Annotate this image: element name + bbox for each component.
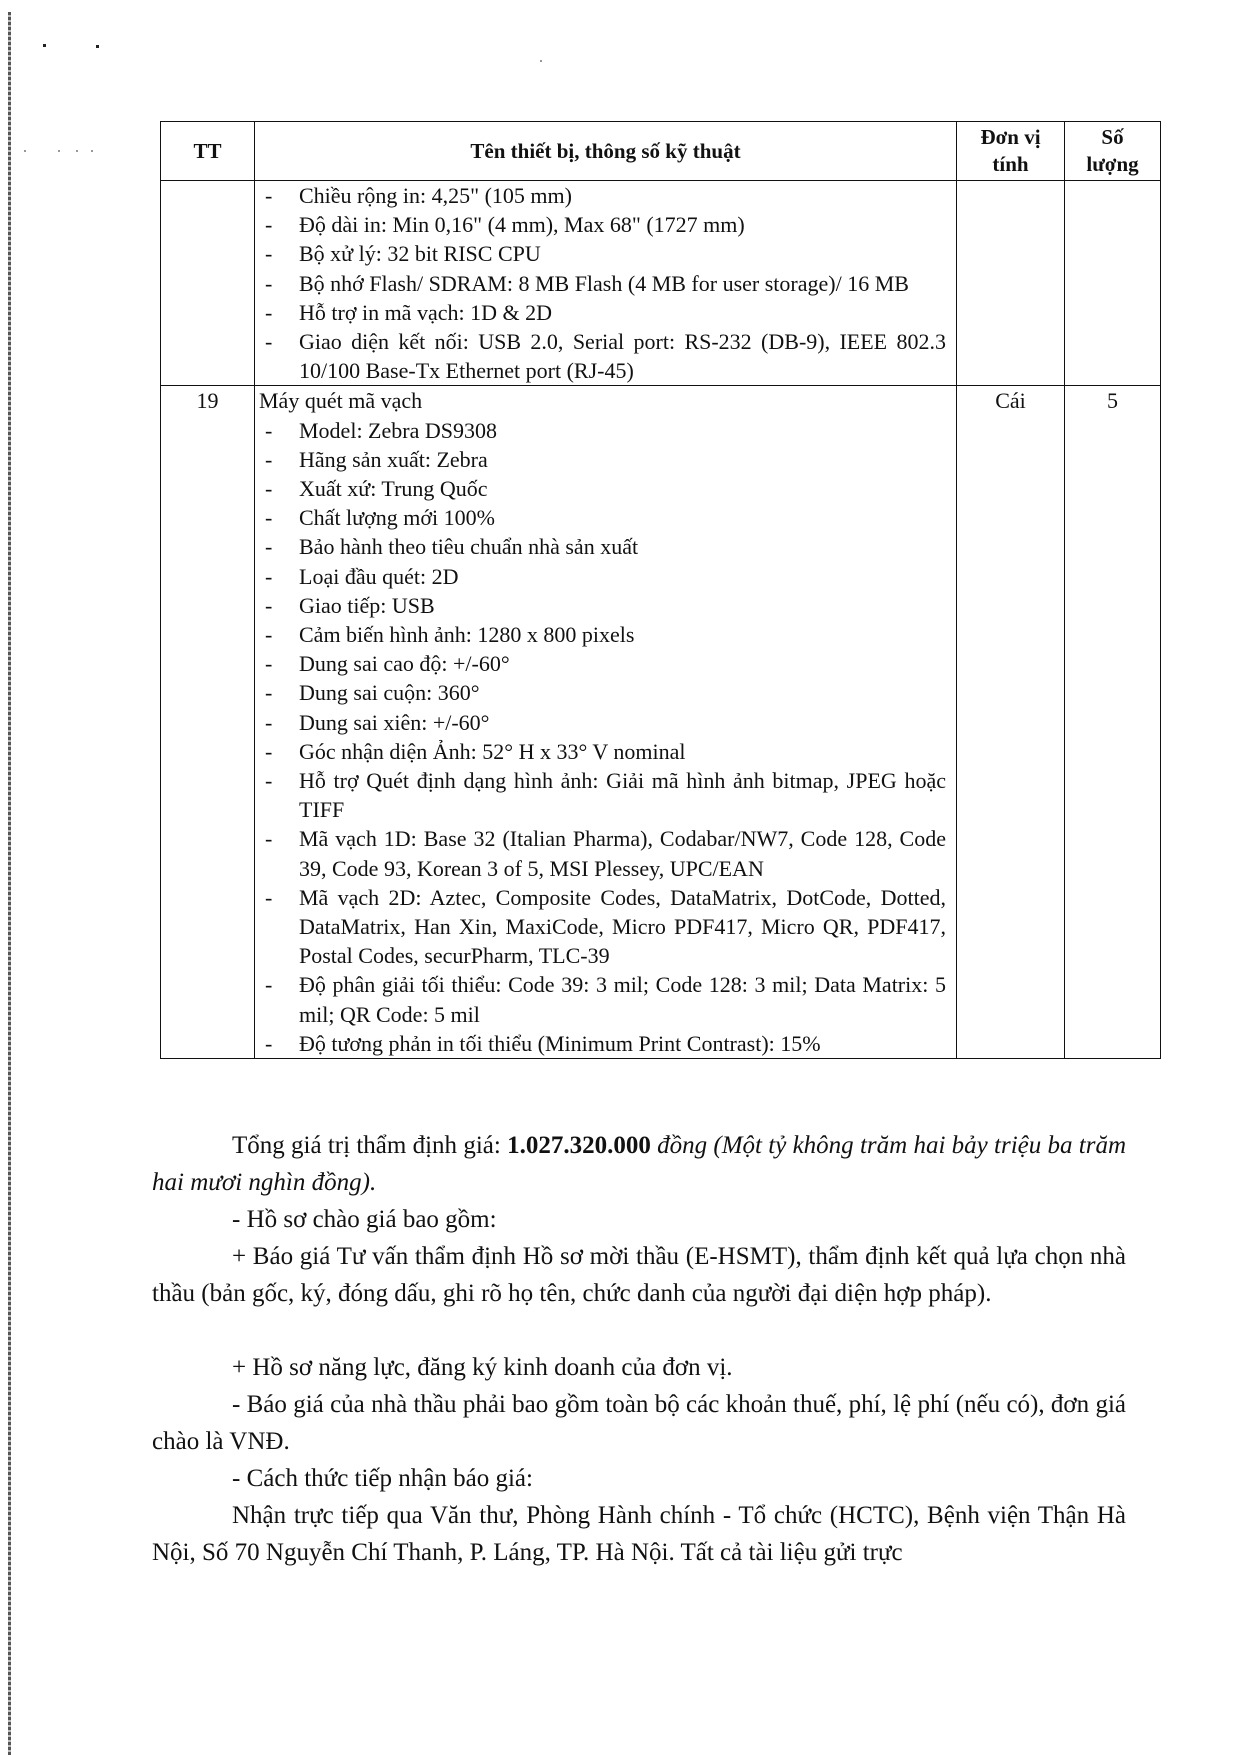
spec-text: Model: Zebra DS9308: [299, 417, 497, 443]
tax-note: - Báo giá của nhà thầu phải bao gồm toàn bộ các khoản thuế, phí, lệ phí (nếu có), đơn giá chào là VNĐ.: [152, 1391, 1126, 1455]
bullet-dash: -: [265, 270, 273, 296]
scan-speck: [91, 150, 93, 152]
spec-item: [255, 766, 946, 824]
spec-item: [255, 1029, 946, 1058]
bullet-dash: -: [265, 709, 273, 735]
spec-text: Hỗ trợ in mã vạch: 1D & 2D: [299, 299, 552, 325]
scan-speck: [76, 150, 78, 152]
bullet-dash: -: [265, 680, 273, 706]
spec-text: Mã vạch 1D: Base 32 (Italian Pharma), Codabar/NW7, Code 128, Code 39, Code 93, Korean 3 of 5, MSI Plessey, UPC/EAN: [299, 826, 946, 881]
bullet-dash: -: [265, 212, 273, 238]
bullet-dash: -: [265, 826, 273, 852]
scan-speck: [24, 150, 26, 152]
dossier-item-2: + Hồ sơ năng lực, đăng ký kinh doanh của đơn vị.: [232, 1354, 733, 1381]
spec-text: Dung sai cuộn: 360°: [299, 680, 480, 706]
scan-speck: [43, 44, 46, 47]
spec-item: [255, 649, 946, 678]
spec-text: Cảm biến hình ảnh: 1280 x 800 pixels: [299, 622, 635, 648]
bullet-dash: -: [265, 534, 273, 560]
spec-item: [255, 737, 946, 766]
spec-item: [255, 708, 946, 737]
bullet-dash: -: [265, 884, 273, 910]
spec-item: [255, 883, 946, 971]
spec-item: [255, 239, 946, 268]
spec-text: Dung sai cao độ: +/-60°: [299, 651, 510, 677]
table-row: [161, 181, 1161, 386]
spec-text: Bộ nhớ Flash/ SDRAM: 8 MB Flash (4 MB for user storage)/ 16 MB: [299, 270, 909, 296]
bullet-dash: -: [265, 299, 273, 325]
spec-item: [255, 970, 946, 1028]
scan-edge-line: [8, 12, 11, 1755]
spec-text: Giao tiếp: USB: [299, 592, 435, 618]
spec-item: [255, 474, 946, 503]
spec-item: [255, 503, 946, 532]
scan-speck: [540, 60, 542, 62]
header-name: Tên thiết bị, thông số kỹ thuật: [255, 122, 957, 181]
spec-text: Độ dài in: Min 0,16" (4 mm), Max 68" (1727 mm): [299, 212, 745, 238]
bullet-dash: -: [265, 329, 273, 355]
spec-item: [255, 532, 946, 561]
cell-tt: 19: [161, 386, 255, 1059]
spec-text: Xuất xứ: Trung Quốc: [299, 476, 488, 502]
spec-text: Mã vạch 2D: Aztec, Composite Codes, DataMatrix, DotCode, Dotted, DataMatrix, Han Xin, MaxiCode, Micro PDF417, Micro QR, PDF417, Postal Codes, securPharm, TLC-39: [299, 884, 946, 969]
spec-text: Chiều rộng in: 4,25" (105 mm): [299, 183, 572, 208]
spec-text: Độ tương phản in tối thiểu (Minimum Print Contrast): 15%: [299, 1030, 821, 1056]
bullet-dash: -: [265, 592, 273, 618]
spec-item: [255, 562, 946, 591]
cell-qty: [1065, 181, 1161, 386]
spec-text: Góc nhận diện Ảnh: 52° H x 33° V nominal: [299, 738, 686, 764]
table-row: [161, 386, 1161, 1059]
receipt-heading: - Cách thức tiếp nhận báo giá:: [232, 1465, 533, 1492]
spec-text: Dung sai xiên: +/-60°: [299, 709, 490, 735]
spec-text: Hãng sản xuất: Zebra: [299, 446, 488, 472]
bullet-dash: -: [265, 505, 273, 531]
bullet-dash: -: [265, 183, 273, 208]
spec-text: Giao diện kết nối: USB 2.0, Serial port: RS-232 (DB-9), IEEE 802.3 10/100 Base-Tx Ethernet port (RJ-45): [299, 329, 946, 384]
bullet-dash: -: [265, 738, 273, 764]
spec-item: [255, 181, 946, 210]
bullet-dash: -: [265, 417, 273, 443]
cell-specs: [255, 181, 957, 386]
spec-text: Hỗ trợ Quét định dạng hình ảnh: Giải mã hình ảnh bitmap, JPEG hoặc TIFF: [299, 768, 946, 823]
bullet-dash: -: [265, 241, 273, 267]
cell-tt: [161, 181, 255, 386]
cell-unit: [957, 181, 1065, 386]
spec-item: [255, 298, 946, 327]
bullet-dash: -: [265, 563, 273, 589]
bullet-dash: -: [265, 622, 273, 648]
spec-item: [255, 416, 946, 445]
spec-text: Chất lượng mới 100%: [299, 505, 495, 531]
spec-item: [255, 327, 946, 385]
spec-text: Bảo hành theo tiêu chuẩn nhà sản xuất: [299, 534, 639, 560]
bullet-dash: -: [265, 446, 273, 472]
total-amount: 1.027.320.000: [507, 1132, 651, 1159]
spec-item: [255, 445, 946, 474]
cell-specs: [255, 386, 957, 1059]
total-prefix: Tổng giá trị thẩm định giá:: [232, 1132, 508, 1159]
receipt-text: Nhận trực tiếp qua Văn thư, Phòng Hành chính - Tổ chức (HCTC), Bệnh viện Thận Hà Nội, Số 70 Nguyễn Chí Thanh, P. Láng, TP. Hà Nội. Tất cả tài liệu gửi trực: [152, 1502, 1126, 1566]
bullet-dash: -: [265, 651, 273, 677]
scan-speck: [96, 45, 99, 48]
spec-text: Loại đầu quét: 2D: [299, 563, 459, 589]
bullet-dash: -: [265, 1030, 273, 1056]
bullet-dash: -: [265, 972, 273, 998]
spec-item: [255, 591, 946, 620]
bullet-dash: -: [265, 768, 273, 794]
cell-qty: 5: [1065, 386, 1161, 1059]
bullet-dash: -: [265, 476, 273, 502]
total-unit: đồng: [650, 1132, 708, 1159]
total-value-paragraph: [152, 1127, 1126, 1201]
scan-speck: [58, 150, 60, 152]
dossier-heading: - Hồ sơ chào giá bao gồm:: [232, 1206, 497, 1233]
spec-item: [255, 620, 946, 649]
dossier-item-1: + Báo giá Tư vấn thẩm định Hồ sơ mời thầu (E-HSMT), thẩm định kết quả lựa chọn nhà thầu (bản gốc, ký, đóng dấu, ghi rõ họ tên, chức danh của người đại diện hợp pháp).: [152, 1243, 1126, 1307]
table-header-row: [161, 122, 1161, 181]
spec-text: Bộ xử lý: 32 bit RISC CPU: [299, 241, 541, 267]
header-tt: TT: [161, 122, 255, 181]
spec-item: [255, 824, 946, 882]
spec-item: [255, 678, 946, 707]
spec-item: [255, 269, 946, 298]
header-qty: Số lượng: [1065, 122, 1161, 181]
spec-item: [255, 210, 946, 239]
header-unit: Đơn vị tính: [957, 122, 1065, 181]
spec-list: [255, 416, 956, 1058]
spec-list: [255, 181, 956, 385]
cell-unit: Cái: [957, 386, 1065, 1059]
total-words: (Một tỷ không trăm hai bảy triệu ba trăm hai mươi nghìn đồng).: [152, 1132, 1127, 1196]
item-title: Máy quét mã vạch: [259, 388, 423, 414]
spec-text: Độ phân giải tối thiểu: Code 39: 3 mil; Code 128: 3 mil; Data Matrix: 5 mil; QR Code: 5 mil: [299, 972, 946, 1027]
equipment-spec-table: [160, 121, 1161, 1059]
